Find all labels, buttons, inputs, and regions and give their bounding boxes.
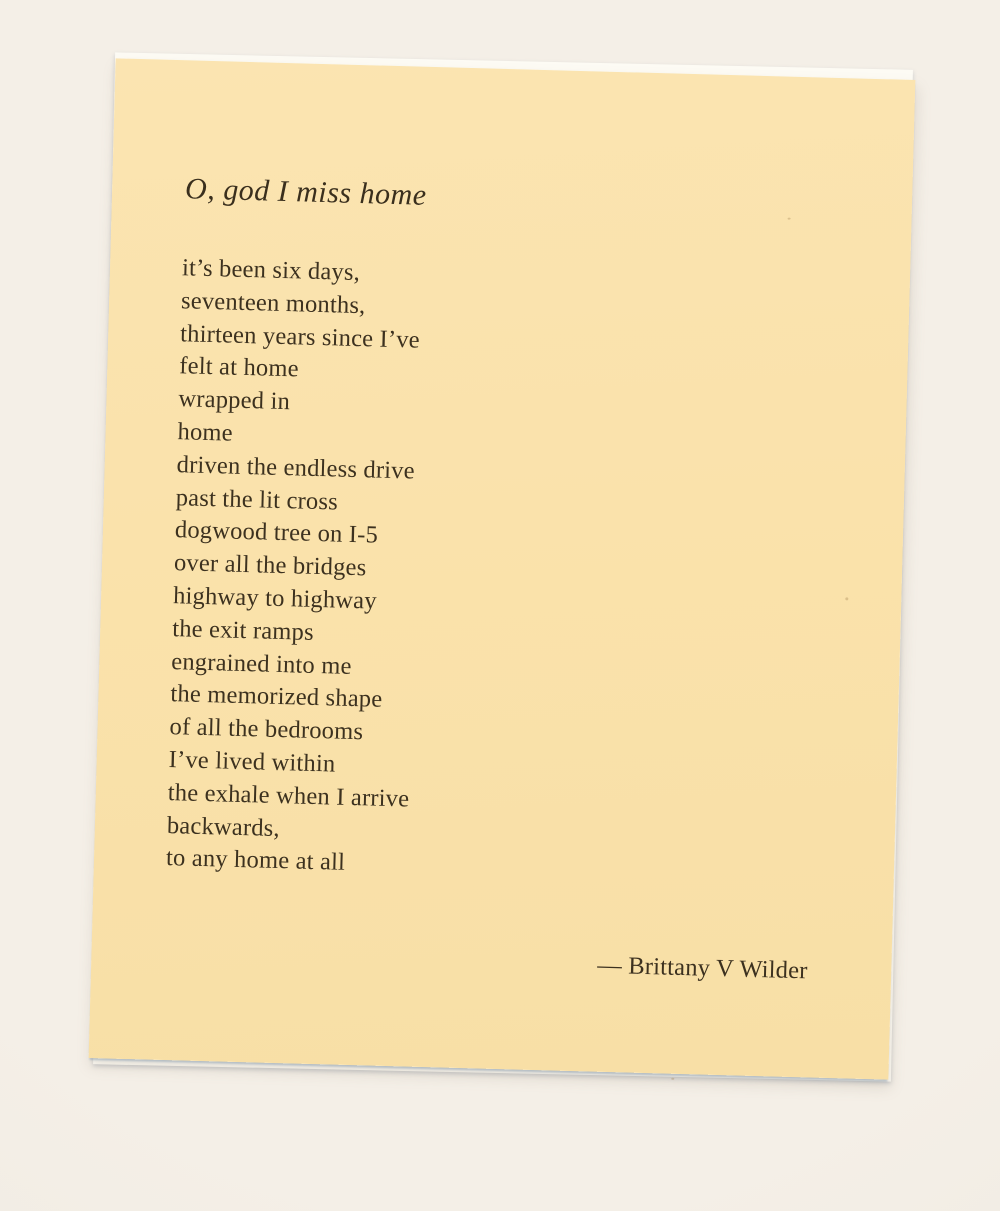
poem-line: to any home at all (165, 844, 346, 877)
poem-line: over all the bridges (173, 549, 367, 582)
paper-speck (671, 1078, 674, 1080)
poem-body (166, 252, 424, 881)
poem-title: O, god I miss home (184, 172, 428, 212)
poem-line: thirteen years since I’ve (179, 319, 421, 354)
poem-line: driven the endless drive (176, 450, 416, 485)
poem-line: dogwood tree on I-5 (174, 516, 379, 550)
poem-line: backwards, (166, 811, 281, 842)
paper-speck (845, 597, 848, 600)
poem-line: the memorized shape (170, 680, 383, 714)
poem-line: wrapped in (178, 385, 291, 416)
poem-attribution: — Brittany V Wilder (596, 951, 808, 985)
poem-line: engrained into me (171, 647, 352, 680)
poem-line: it’s been six days, (181, 254, 361, 287)
paper-speck (788, 218, 791, 220)
poem-line: the exhale when I arrive (167, 778, 410, 813)
poem-line: I’ve lived within (168, 746, 336, 778)
poem-line: felt at home (179, 352, 300, 383)
poem-line: highway to highway (172, 582, 378, 615)
poem-line: home (177, 418, 234, 447)
poem-line: past the lit cross (175, 483, 339, 516)
poem-line: of all the bedrooms (169, 713, 364, 746)
poem-line: the exit ramps (171, 614, 315, 646)
poem-line: seventeen months, (180, 287, 366, 320)
poem-card (89, 58, 916, 1079)
